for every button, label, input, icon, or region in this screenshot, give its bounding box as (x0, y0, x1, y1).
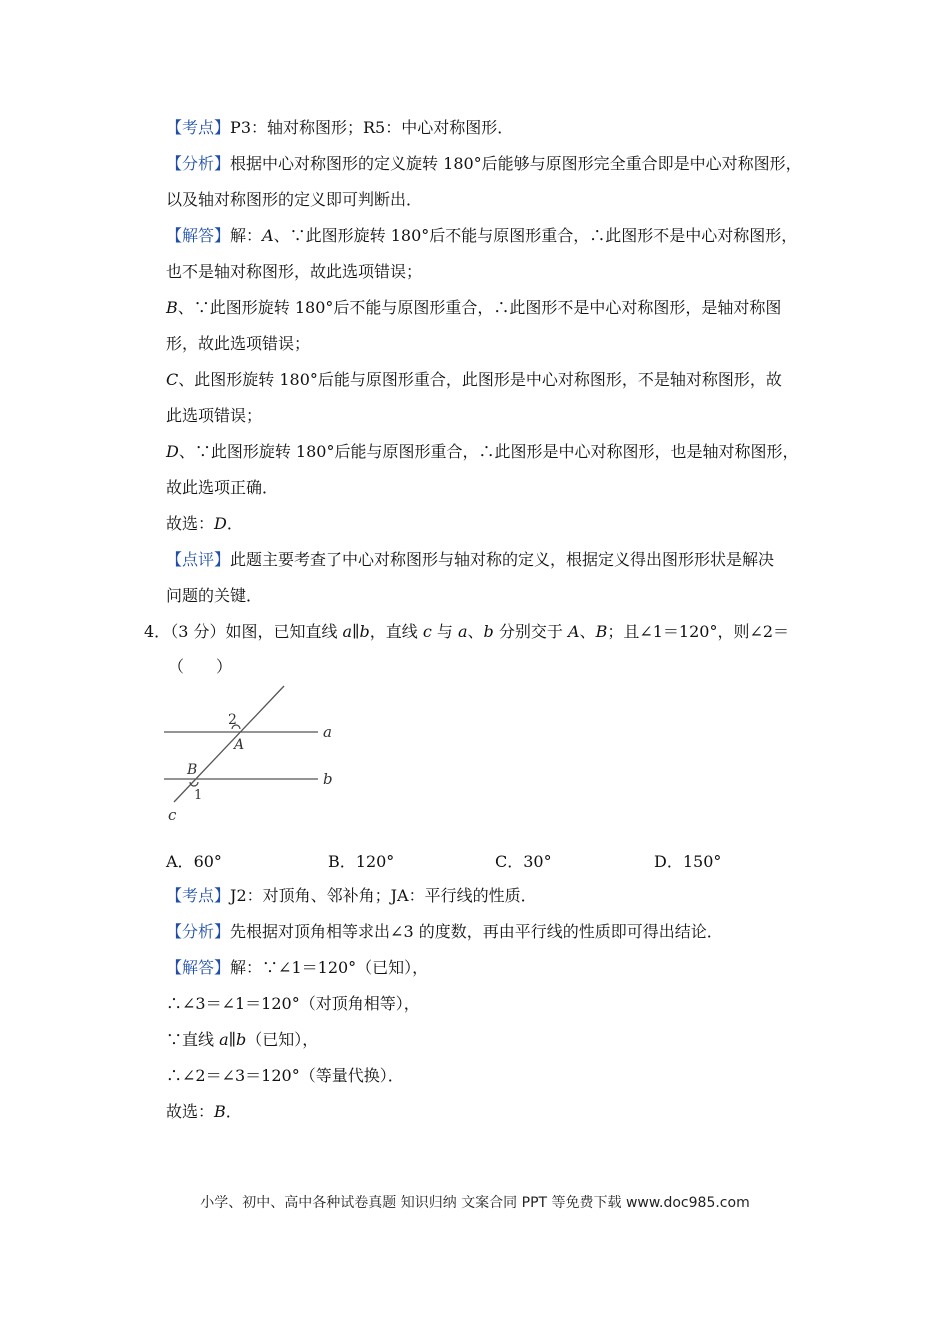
q3-dianping-line: 【点评】此题主要考查了中心对称图形与轴对称的定义，根据定义得出图形形状是解决 (166, 550, 775, 569)
q4-jieda-3: ∵直线 a∥b（已知）， (166, 1030, 319, 1049)
q3-jieda-line: 【解答】解：A、∵此图形旋转 180°后不能与原图形重合，∴此图形不是中心对称图形， (166, 226, 798, 245)
q3-jieda-line-2: 也不是轴对称图形，故此选项错误； (166, 262, 423, 281)
parallel-lines-figure (160, 682, 350, 827)
jieda-tag: 【解答】 (166, 958, 231, 977)
q3-jieda-c-2: 此选项错误； (166, 406, 263, 425)
label-b: b (323, 770, 333, 788)
kaodian-tag: 【考点】 (166, 886, 231, 905)
label-A: A (234, 737, 245, 753)
fenxi-tag: 【分析】 (166, 154, 231, 173)
kaodian-text: P3：轴对称图形；R5：中心对称图形． (230, 118, 514, 137)
q3-fenxi-line (166, 153, 802, 175)
option-a[interactable]: A．60° (166, 852, 222, 871)
q4-stem: 4．（3 分）如图，已知直线 a∥b，直线 c 与 a、b 分别交于 A、B；且∠1＝120°，则∠2＝ (144, 622, 790, 641)
option-c[interactable]: C．30° (495, 852, 552, 871)
q4-jieda-2: ∴∠3＝∠1＝120°（对顶角相等）， (166, 994, 420, 1013)
option-b[interactable]: B．120° (328, 852, 395, 871)
fenxi-text: 根据中心对称图形的定义旋转 180°后能够与原图形完全重合即是中心对称图形， (230, 154, 802, 173)
q3-dianping-line-2: 问题的关键． (166, 586, 263, 605)
q4-blank: （ ） (168, 657, 233, 676)
q3-jieda-d: D、∵此图形旋转 180°后能与原图形重合，∴此图形是中心对称图形，也是轴对称图形， (166, 442, 799, 461)
q4-jieda-line: 【解答】解：∵∠1＝120°（已知）， (166, 958, 429, 977)
label-c: c (168, 806, 177, 824)
q3-jieda-d-2: 故此选项正确． (166, 478, 279, 497)
q3-jieda-c: C、此图形旋转 180°后能与原图形重合，此图形是中心对称图形，不是轴对称图形，故 (166, 370, 782, 389)
label-a: a (323, 723, 332, 741)
q3-kaodian-line (166, 117, 513, 139)
label-1: 1 (194, 788, 203, 803)
q4-fenxi-line: 【分析】先根据对顶角相等求出∠3 的度数，再由平行线的性质即可得出结论． (166, 922, 723, 941)
q3-fenxi-line-2 (166, 189, 422, 211)
jieda-tag: 【解答】 (166, 226, 231, 245)
q4-jieda-4: ∴∠2＝∠3＝120°（等量代换）． (166, 1066, 404, 1085)
option-d[interactable]: D．150° (654, 852, 722, 871)
question-number: 4． (144, 622, 171, 641)
label-B: B (187, 762, 198, 778)
fenxi-tag: 【分析】 (166, 922, 231, 941)
q3-answer: 故选：D． (166, 514, 243, 533)
q3-jieda-b: B、∵此图形旋转 180°后不能与原图形重合，∴此图形不是中心对称图形，是轴对称图 (166, 298, 782, 317)
q4-answer: 故选：B． (166, 1102, 242, 1121)
kaodian-tag: 【考点】 (166, 118, 231, 137)
label-2: 2 (228, 712, 237, 728)
dianping-tag: 【点评】 (166, 550, 231, 569)
fenxi-text-cont: 以及轴对称图形的定义即可判断出． (166, 190, 423, 209)
page-footer: 小学、初中、高中各种试卷真题 知识归纳 文案合同 PPT 等免费下载 www.doc985.com (200, 1195, 750, 1211)
q3-jieda-b-2: 形，故此选项错误； (166, 334, 311, 353)
q4-kaodian-line: 【考点】J2：对顶角、邻补角；JA：平行线的性质． (166, 886, 537, 905)
